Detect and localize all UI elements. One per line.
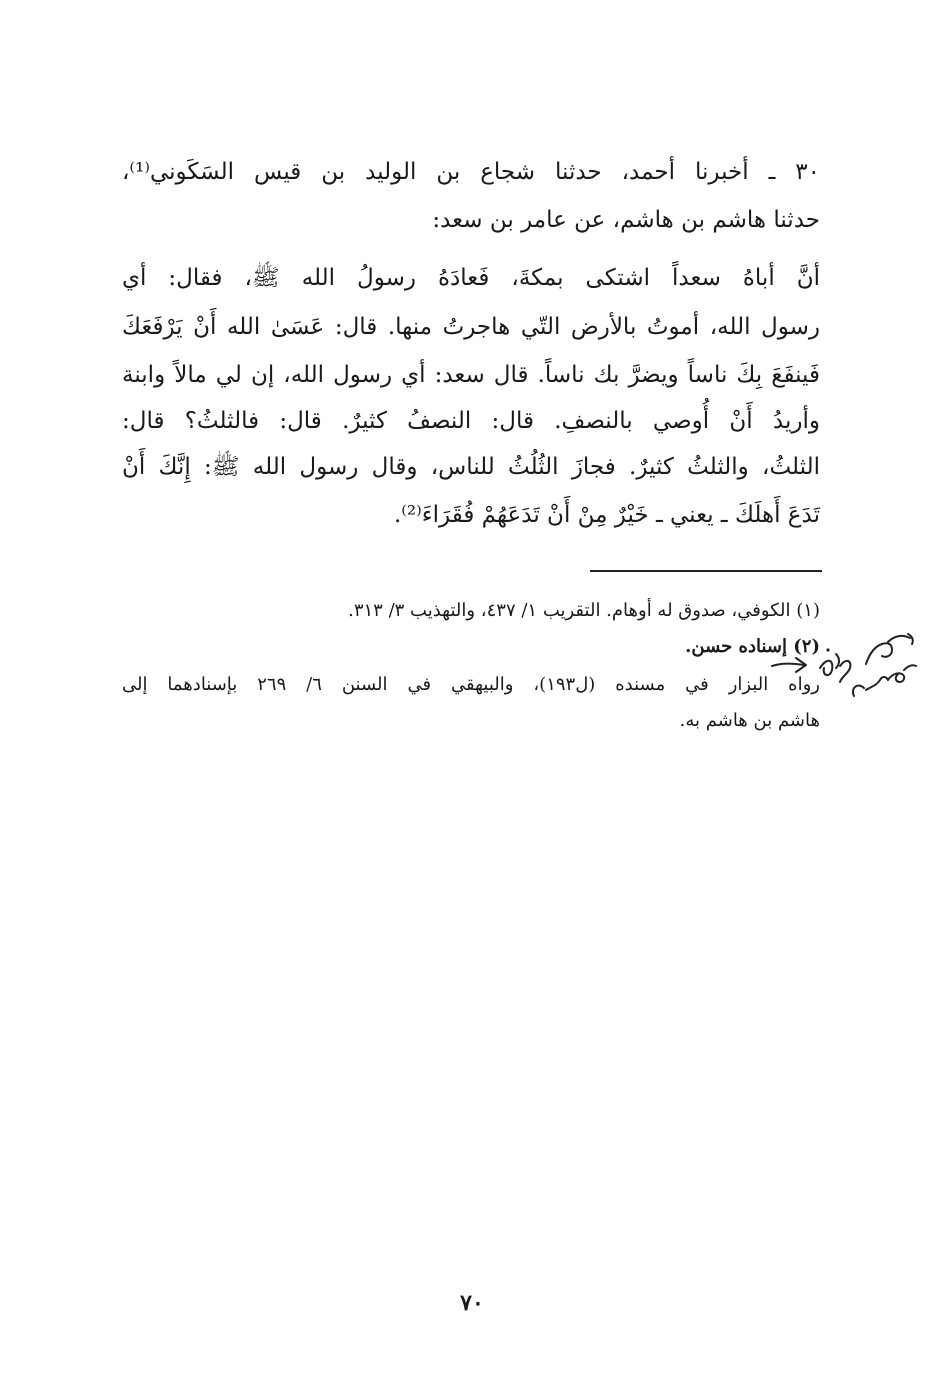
matn-line-1: أنَّ أباهُ سعداً اشتكى بمكةَ، فَعادَهُ رسولُ الله ﷺ، فقال: أي (122, 265, 820, 291)
matn-line-3: فَينفَعَ بِكَ ناساً ويضرَّ بك ناساً. قال سعد: أي رسول الله، إن لي مالاً وابنة (122, 362, 820, 388)
handwritten-note (770, 624, 930, 714)
matn-line-2: رسول الله، أموتُ بالأرض التّي هاجرتُ منها. قال: عَسَىٰ الله أَنْ يَرْفَعَكَ (122, 314, 820, 340)
matn-line-4: وأريدُ أَنْ أُوصي بالنصفِ. قال: النصفُ كثيرٌ. قال: فالثلثُ؟ قال: (122, 408, 820, 434)
footnote-3-line-2: هاشم بن هاشم به. (679, 710, 820, 731)
footnote-1: (١) الكوفي، صدوق له أوهام. التقريب ١/ ٤٣٧، والتهذيب ٣/ ٣١٣. (348, 600, 820, 621)
page-number: ٧٠ (460, 1290, 484, 1316)
isnad-line-1: ٣٠ ـ أخبرنا أحمد، حدثنا شجاع بن الوليد بن قيس السَكَوني⁽¹⁾، (122, 159, 820, 185)
footnote-divider (590, 570, 822, 572)
matn-line-6: تَدَعَ أَهلَكَ ـ يعني ـ خَيْرٌ مِنْ أَنْ تَدَعَهُمْ فُقَرَاءَ⁽²⁾. (393, 502, 820, 528)
isnad-line-2: حدثنا هاشم بن هاشم، عن عامر بن سعد: (432, 207, 820, 233)
footnote-3-line-1: رواه البزار في مسنده (ل١٩٣)، والبيهقي في السنن ٦/ ٢٦٩ بإسنادهما إلى (122, 674, 820, 695)
footnote-2: (٢) إسناده حسن. (685, 636, 820, 657)
matn-line-5: الثلثُ، والثلثُ كثيرٌ. فجازَ الثُلُثُ للناس، وقال رسول الله ﷺ: إِنَّكَ أَنْ (122, 454, 820, 480)
